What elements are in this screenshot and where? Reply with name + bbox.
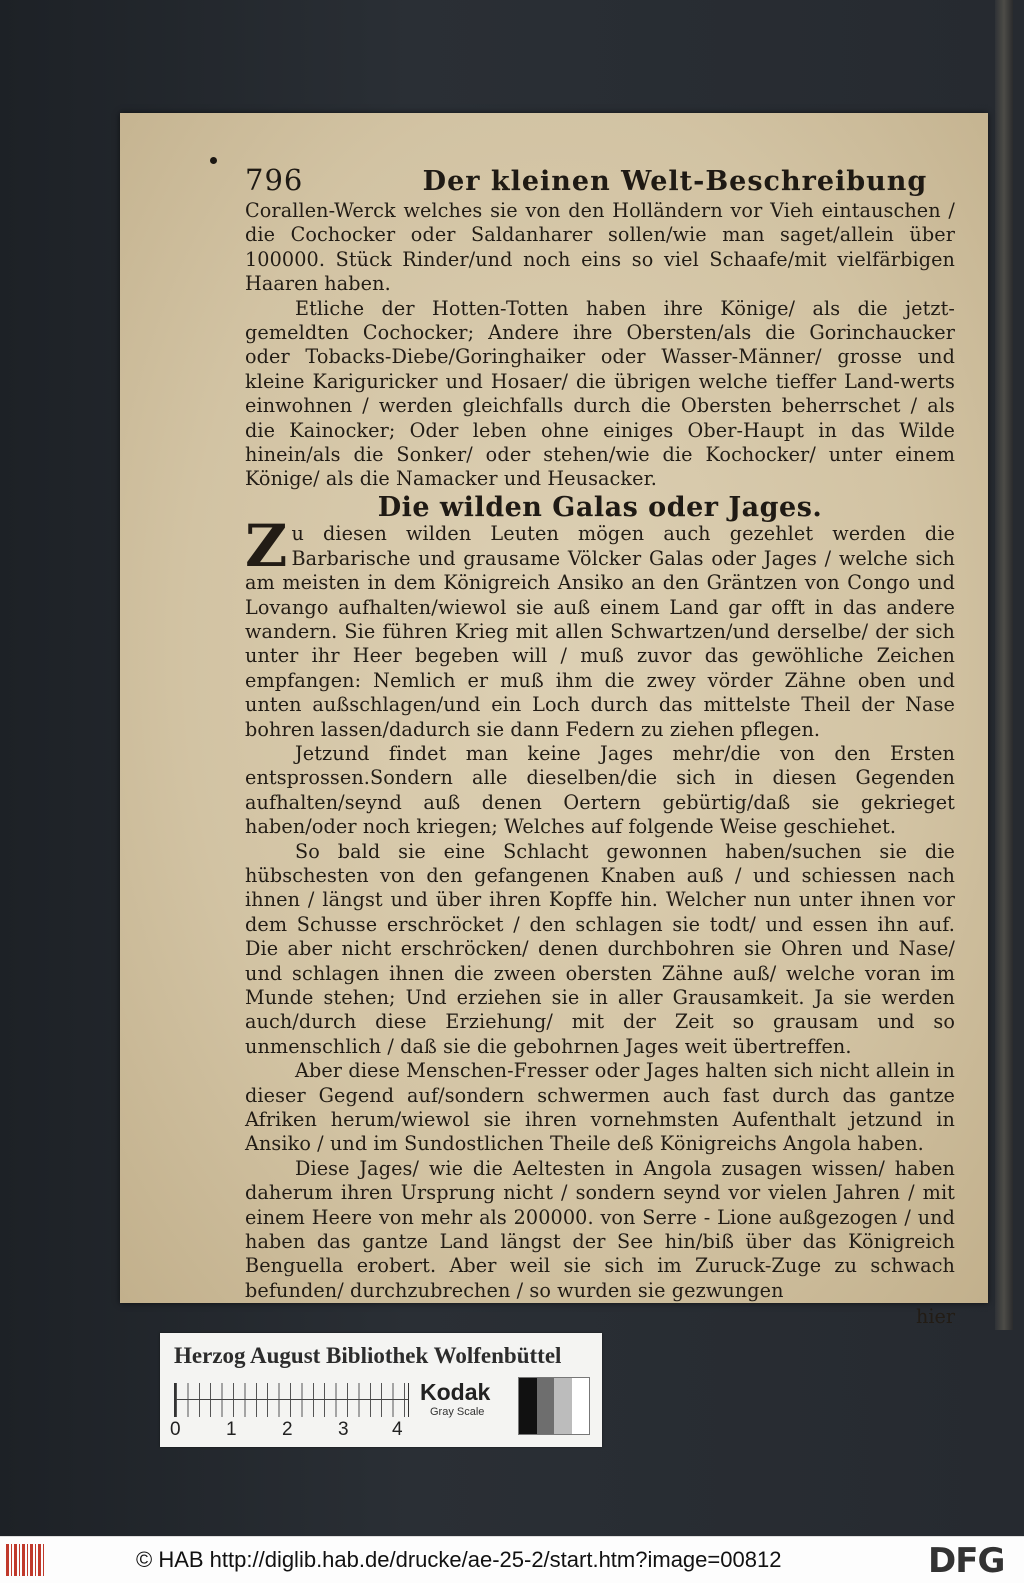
body-text bbox=[245, 199, 955, 1303]
ruler-number: 4 bbox=[392, 1419, 403, 1440]
gray-patch bbox=[554, 1378, 572, 1434]
gray-scale-patches bbox=[518, 1377, 590, 1435]
section-title: Die wilden Galas oder Jages. bbox=[377, 491, 823, 523]
dfg-logo: DFG bbox=[928, 1541, 1005, 1581]
page-content bbox=[245, 163, 955, 1328]
paragraph: Zu diesen wilden Leuten mögen auch gezehlet werden die Barbarische und grausame Völcker Galas oder Jages / welche sich am meisten in dem Königreich Ansiko an den Gräntzen von Congo und Lovango aufhalten/wiewol sie auß einem Land gar offt in das andere wandern. Sie führen Krieg mit allen Schwartzen/und derselbe/ der sich unter ihr Heer begeben will / muß zuvor das gewöhliche Zeichen empfangen: Nemlich er muß ihm die zwey vörder Zähne oben und unten außschlagen/und ein Loch durch das mittelste Theil der Nase bohren lassen/dadurch sie dann Federn zu ziehen pflegen. bbox=[245, 512, 955, 741]
page-number: 796 bbox=[245, 163, 304, 197]
paragraph: Diese Jages/ wie die Aeltesten in Angola zusagen wissen/ haben daherum ihren Ursprung nicht / sondern seynd vor vielen Jahren / mit einem Heere von mehr als 200000. von Serre - Lione außgezogen / und haben das gantze Land längst der See hin/biß über das Königreich Benguella erobert. Aber weil sie sich im Zuruck-Zuge zu schwach befunden/ durchzubrechen / so wurden sie gezwungen bbox=[245, 1156, 955, 1302]
barcode-icon bbox=[6, 1544, 46, 1576]
library-name: Herzog August Bibliothek Wolfenbüttel bbox=[174, 1343, 562, 1368]
ink-dot bbox=[210, 157, 217, 164]
paragraph: Etliche der Hotten-Totten haben ihre Könige/ als die jetzt-gemeldten Cochocker; Andere ihre Obersten/als die Gorinchaucker oder Tobacks-Diebe/Goringhaiker oder Wasser-Männer/ grosse und kleine Kariguricker und Hosaer/ die übrigen welche tieffer Land-werts einwohnen / werden gleichfalls durch die Obersten beherrschet / als die Kainocker; Oder leben ohne einiges Ober-Haupt in das Wilde hinein/als die Sonker/ oder stehen/wie die Kochocker/ unter einem Könige/ als die Namacker und Heusacker. bbox=[245, 296, 955, 491]
paragraph: Corallen-Werck welches sie von den Holländern vor Vieh eintauschen / die Cochocker oder Saldanharer sollen/wie man saget/allein über 100000. Stück Rinder/und noch eins so viel Schaafe/mit vielfärbigen Haaren haben. bbox=[245, 199, 955, 296]
gray-patch bbox=[519, 1378, 537, 1434]
book-edge bbox=[995, 0, 1013, 1330]
ruler-number: 0 bbox=[170, 1419, 181, 1440]
book-page bbox=[120, 113, 988, 1329]
page-header bbox=[245, 163, 955, 199]
footer-bar bbox=[0, 1536, 1024, 1583]
kodak-subtitle: Gray Scale bbox=[430, 1406, 485, 1418]
kodak-logo: Kodak bbox=[420, 1379, 491, 1405]
ruler-number: 1 bbox=[226, 1419, 237, 1440]
scale-ruler bbox=[174, 1383, 409, 1417]
catchword: hier bbox=[915, 1305, 955, 1329]
paragraph: Jetzund findet man keine Jages mehr/die von den Ersten entsprossen.Sondern alle dieselben/die sich in diesen Gegenden aufhalten/seynd auß denen Oertern gebürtig/daß sie gekrieget haben/oder noch kriegen; Welches auf folgende Weise geschiehet. bbox=[245, 741, 955, 839]
color-calibration-card bbox=[160, 1333, 602, 1447]
ruler-number: 2 bbox=[282, 1419, 293, 1440]
gray-patch bbox=[537, 1378, 555, 1434]
paragraph: Aber diese Menschen-Fresser oder Jages halten sich nicht allein in dieser Gegend auf/sondern schwermen auch fast durch das gantze Afriken herum/wiewol sie ihren vornehmsten Aufenthalt jetzund in Ansiko / und im Sundostlichen Theile deß Königreichs Angola haben. bbox=[245, 1059, 955, 1156]
gray-patch bbox=[572, 1378, 590, 1434]
paragraph: So bald sie eine Schlacht gewonnen haben/suchen sie die hübschesten von den gefangenen Knaben auß / und schiessen nach ihnen / längst und über ihren Kopffe hin. Welcher nun unter ihnen vor dem Schusse erschröcket / den schlagen sie todt/ und essen ihn auf. Die aber nicht erschröcken/ denen durchbohren sie Ohren und Nase/ und schlagen ihnen die zween obersten Zähne auß/ welche voran im Munde stehen; Und erziehen sie in aller Grausamkeit. Ja sie werden auch/durch diese Erziehung/ mit der Zeit so grausam und so unmenschlich / daß sie die gebohrnen Jages weit übertreffen. bbox=[245, 839, 955, 1058]
ruler-number: 3 bbox=[338, 1419, 349, 1440]
copyright-link[interactable]: © HAB http://diglib.hab.de/drucke/ae-25-2/start.htm?image=00812 bbox=[136, 1547, 782, 1572]
running-head: Der kleinen Welt-Beschreibung bbox=[422, 166, 928, 197]
